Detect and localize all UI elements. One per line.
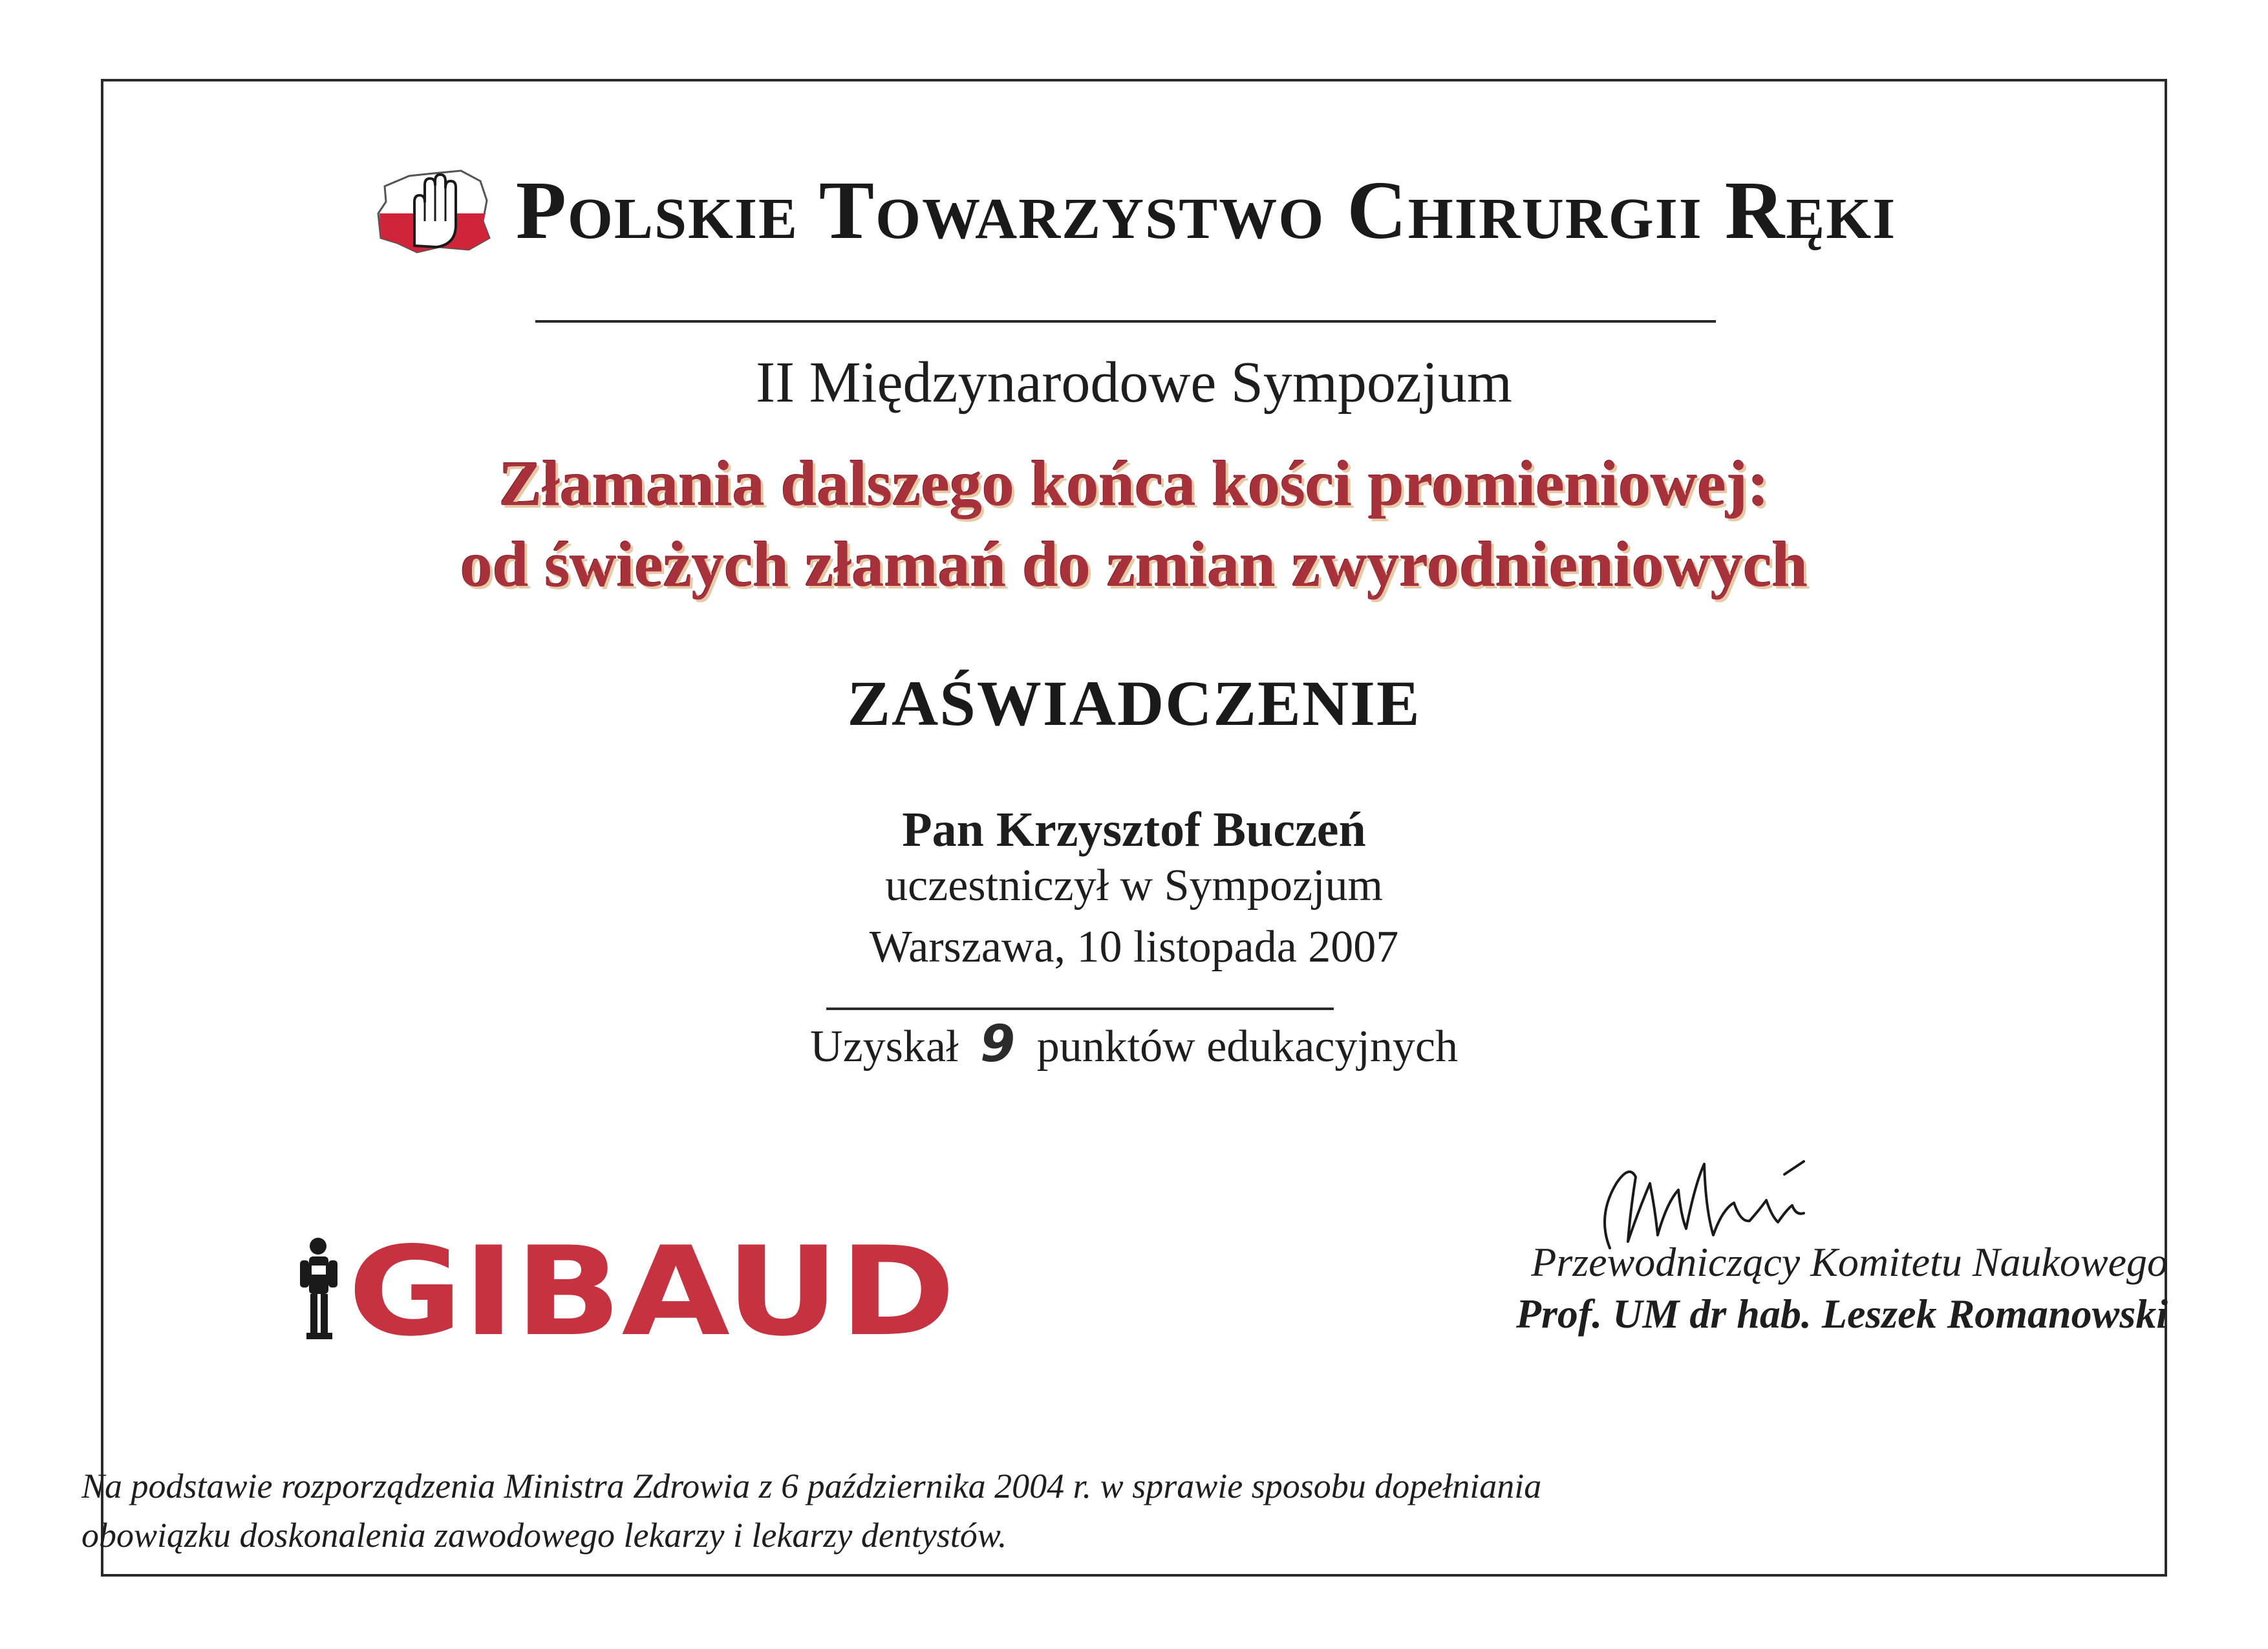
signatory-name: Prof. UM dr hab. Leszek Romanowski — [1515, 1291, 2168, 1337]
points-suffix: punktów edukacyjnych — [1036, 1022, 1458, 1072]
society-header — [0, 162, 2268, 272]
sponsor-name: GIBAUD — [348, 1232, 956, 1348]
place-and-date: Warszawa, 10 listopada 2007 — [869, 922, 1399, 972]
education-points — [0, 1015, 2268, 1073]
participation-statement: uczestniczył w Sympozjum — [885, 861, 1383, 911]
points-value: 9 — [979, 1015, 1016, 1073]
gibaud-sponsor-logo — [291, 1232, 963, 1348]
legal-basis-line-1: Na podstawie rozporządzenia Ministra Zdrowia z 6 października 2004 r. w sprawie sposobu dopełniania — [81, 1467, 1542, 1505]
header-divider — [535, 320, 1716, 323]
hand-poland-logo-icon — [372, 162, 491, 259]
symposium-topic-line-1: Złamania dalszego końca kości promieniowej: — [498, 447, 1770, 519]
athlete-figure-icon — [300, 1238, 337, 1339]
signatory-title: Przewodniczący Komitetu Naukowego — [1531, 1239, 2168, 1285]
certificate-title: ZAŚWIADCZENIE — [847, 667, 1421, 739]
points-prefix: Uzyskał — [810, 1022, 959, 1072]
symposium-topic-line-2: od świeżych złamań do zmian zwyrodnieniowych — [460, 528, 1808, 600]
society-name: Polskie Towarzystwo Chirurgii Ręki — [515, 164, 1897, 256]
legal-basis-line-2: obowiązku doskonalenia zawodowego lekarzy i lekarzy dentystów. — [81, 1516, 1007, 1555]
points-divider — [826, 1008, 1334, 1010]
symposium-edition: II Międzynarodowe Sympozjum — [756, 350, 1512, 415]
recipient-name: Pan Krzysztof Buczeń — [902, 803, 1366, 857]
legal-basis-note — [81, 1461, 2190, 1560]
